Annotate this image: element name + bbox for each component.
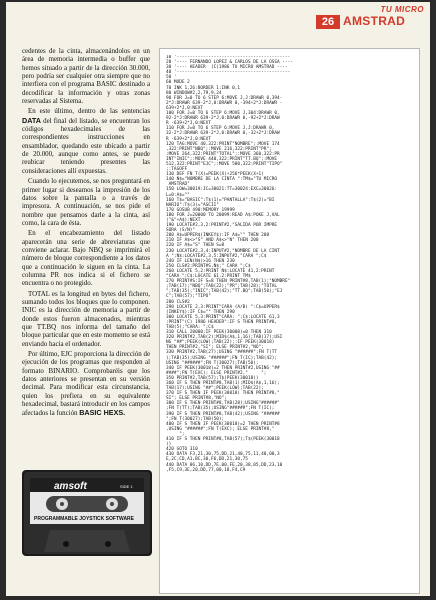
listing-line: 80 WINDOW#2,2,79,9,24 xyxy=(166,90,222,96)
listing-line: 40 '------------------------------------------- xyxy=(166,70,291,76)
article-paragraph xyxy=(22,291,150,349)
listing-line: 270 PRINT#S:IF S=8 THEN PRINT#8,TAB(1);"NOMBRE" xyxy=(166,279,291,285)
listing-line: C";TAB(57);"TIPO" xyxy=(166,294,211,300)
paragraph-text: Cuando lo ejecutemos, se nos preguntará en primer lugar si deseamos la impresión de los datos sobre la pantalla o a través de impresora. A continuación, se nos pide el nombre que pensamos darle a la cinta, así como, la cara de ésta. xyxy=(22,178,150,227)
listing-line: TAB(17);USING "##";PEEK(LOW);TAB(22); xyxy=(166,386,264,392)
listing-line: 290 LOCATE 2,3:PRINT"CARA (A/B) ":C$=UPPER$ xyxy=(166,304,280,310)
listing-line: 340 IF PEEK(30018)=2 THEN PRINT#2,USING "## xyxy=(166,365,280,371)
listing-line: INT"INIC";:MOVE 440,322:PRINT"TT.BQ";:MOVE xyxy=(166,156,278,162)
listing-line: 200 A$=UPPER$(INKEY$):IF A$="" THEN 200 xyxy=(166,233,270,239)
listing-line: 310 CALL 20000:IF PEEK(30000)=0 THEN 310 xyxy=(166,330,272,336)
listing-line: 430 DATA F3,21,30,75,DD,21,40,75,11,40,00,3 xyxy=(166,452,280,458)
program-listing xyxy=(159,48,420,594)
listing-line: "; xyxy=(166,431,185,437)
keyword-highlight: DATA xyxy=(22,115,41,125)
listing-line: ;:TAGOFF xyxy=(166,167,188,173)
article-paragraph xyxy=(22,230,150,288)
listing-line: 330 PRINT#2,TAB(27);USING "######";FN T(TT xyxy=(166,350,278,356)
listing-line: 400 IF S THEN IF PEEK(30018)=2 THEN PRINT#8 xyxy=(166,421,280,427)
listing-line: AMSTRAD" xyxy=(166,182,190,188)
article-paragraph xyxy=(22,178,150,228)
listing-line: 2*J:DRAWR 639-2*J,0:DRAWR 0,-394+2*J:DRAWR - xyxy=(166,100,283,106)
listing-line: 60 MODE 2 xyxy=(166,80,190,86)
listing-code xyxy=(166,55,413,473)
listing-line: 92-2*J:DRAWR 639-2*J,0:DRAWR 0,-92+2*J:DRAW xyxy=(166,116,280,122)
listing-line: 210 IF A$<>"S" AND A$<>"N" THEN 200 xyxy=(166,238,259,244)
listing-line: 90 FOR J=0 TO 6 STEP 6:MOVE J,J:DRAWR 0,394- xyxy=(166,95,283,101)
listing-line: ;TAB(17);"NBQ";TAB(22);"PR";TAB(28);"TOTAL xyxy=(166,284,278,290)
listing-line: ,USING "######";FN T(EXC); ELSE PRINT#8," xyxy=(166,426,275,432)
listing-line: 170 GOSUB 490:MEMORY 19999 xyxy=(166,207,235,213)
listing-line: 140 N$="NOMBRE DE LA CINTA ":TM$="TU MICRO xyxy=(166,177,278,183)
listing-line: USING "######";FN T(30027);TAB(50); xyxy=(166,360,259,366)
listing-line: 320 PRINT#2,TAB(2);MID$(A$,1,16);TAB(17);USI xyxy=(166,335,283,341)
listing-line: 220 IF A$="S" THEN S=8 xyxy=(166,243,225,249)
listing-line: 120 TAG:MOVE 40,322:PRINT"NOMBRE";:MOVE 174 xyxy=(166,141,280,147)
listing-line: TAB(5);"CARA: ";C$ xyxy=(166,324,214,330)
listing-line: ("&"+A$):NEXT xyxy=(166,218,201,223)
listing-line: THEN PRINT#2,"SI"; ELSE PRINT#2,"NO"; xyxy=(166,345,264,351)
listing-line: 300 LOCATE 5,3:PRINT"CARA: ";C$:LOCATE 61,3 xyxy=(166,314,280,320)
page-number: 26 xyxy=(316,15,340,29)
listing-line: 390 IF S THEN PRINT#8,TAB(42);USING "###### xyxy=(166,411,280,417)
listing-line: );TAB(35);USING "######";FN T(IC);TAB(42); xyxy=(166,355,278,361)
listing-line: 639+2*J,0:NEXT xyxy=(166,105,204,111)
listing-line: 280 CLS#2 xyxy=(166,299,190,305)
listing-line: 240 IF LEN(N$)>16 THEN 230 xyxy=(166,258,235,264)
listing-line: ;FN T(TT);TAB(35);USING"######";FN T(IC); xyxy=(166,406,275,412)
keyword-highlight: BASIC HEXS. xyxy=(79,408,126,418)
listing-line: "CARA ";C$:LOCATE 61,2:PRINT TM$ xyxy=(166,274,251,280)
article-paragraph xyxy=(22,351,150,419)
listing-line: 260 LOCATE 5,2:PRINT N$:LOCATE 41,2:PRINT xyxy=(166,268,275,274)
listing-line: ,F5,C9,3E,20,DD,77,00,18,F4,C9 xyxy=(166,467,246,473)
listing-line: 180 FOR J=20000 TO 20099:READ A$:POKE J,VAL xyxy=(166,212,280,218)
listing-line: R -639+2*J,0:NEXT xyxy=(166,136,211,142)
article-paragraph xyxy=(22,108,150,176)
listing-line: 100 FOR J=0 TO 6 STEP 6:MOVE J,304:DRAWR 0, xyxy=(166,111,280,117)
listing-line: 190 LOCATE#2,3,2:PRINT#2,"SALIDA POR IMPRE xyxy=(166,223,278,229)
listing-line: 70 INK 1,26:BORDER 1:INK 0,1 xyxy=(166,85,241,91)
section-kicker: TU MICRO xyxy=(380,5,424,14)
listing-line: 130 DEF FN T(X)=PEEK(X)+256*PEEK(X+1) xyxy=(166,172,264,178)
listing-line: ";TAB(35);"INIC";TAB(42);"TT.BQ";TAB(50);"EJ xyxy=(166,289,283,295)
article-text-column xyxy=(22,48,150,421)
listing-line: 512,322:PRINT"EJC";:MOVE 580,322:PRINT"TIPO" xyxy=(166,161,283,167)
listing-line: L=0:A$="" xyxy=(166,192,190,198)
cassette-label: PROGRAMMABLE JOYSTICK SOFTWARE xyxy=(34,516,135,522)
cassette-brand: amsoft xyxy=(54,481,87,492)
listing-line: SORA (S/N)" xyxy=(166,228,196,234)
cassette-illustration xyxy=(20,466,154,562)
listing-line: 440 DATA 06,10,DD,7E,00,FE,20,38,05,DD,23,10 xyxy=(166,462,283,468)
listing-line: )) xyxy=(166,442,172,448)
listing-line: 250 CLS#2:PRINT#S,N$;" CARA ";C$ xyxy=(166,263,251,269)
listing-line: R -639+2*J,0:NEXT xyxy=(166,121,211,127)
listing-line: 30 '---- HEADER (C)1986 TU MICRO AMSTRAD ---- xyxy=(166,65,288,71)
listing-line: 380 IF S THEN PRINT#8,TAB(28);USING"######" xyxy=(166,401,280,407)
paragraph-text: TOTAL es la longitud en bytes del fichero, sumando todos los bloques que lo componen. INIC es la dirección de memoria a partir de donde estos fueron almacenados, mientras que TT.BQ nos informa del tamaño del bloque particular que en este momento se está enviando hacia el ordenador. xyxy=(22,290,150,348)
paragraph-text: cedentes de la cinta, almacenándolos en un área de memoria intermedia o buffer que hemos situado a partir de la dirección 30.000, pero podría ser cualquier otra siempre que no interfiera con el programa BASIC destinado a decodificar la información y otras zonas reservadas al Sistema. xyxy=(22,48,150,106)
listing-line: 350 PRINT#2,TAB(57);T$(PEEK(30018)) xyxy=(166,375,259,381)
magazine-page xyxy=(6,2,430,596)
listing-line: E,2C,CD,A1,BC,30,F6,DD,21,30,75 xyxy=(166,457,248,463)
listing-line: 32-2*J:DRAWR 639-2*J,0:DRAWR 0,-32+2*J:DRAW xyxy=(166,131,280,137)
paragraph-text: del final del listado, se encuentran los códigos hexadecimales de las correspondientes instrucciones en ensamblador, quedando este ubicado a partir de 20.000, aunque como antes, se puede reubicar teniendo presentes las consideraciones allí expuestas. xyxy=(22,117,150,175)
listing-line: 360 IF S THEN PRINT#8,TAB(1);MID$(A$,1,16); xyxy=(166,381,280,386)
listing-line: 230 LOCATE#2,3,4:INPUT#2,"NOMBRE DE LA CINT xyxy=(166,248,280,254)
cassette-side: SIDE 1 xyxy=(120,484,133,489)
listing-line: 410 IF S THEN PRINT#8,TAB(57);T$(PEEK(30018 xyxy=(166,437,280,443)
listing-line: 10 '------------------------------------------- xyxy=(166,55,291,60)
listing-line: ####";FN T(EXC); ELSE PRINT#2," "; xyxy=(166,370,267,376)
listing-line: :MOVE 264,322:PRINT"TOTAL";:MOVE 360,322:PR xyxy=(166,151,280,157)
listing-line: 160 T$="BASIC":T$(1)="PANTALLA":T$(2)="BI xyxy=(166,197,275,203)
listing-line: (INKEY$):IF C$="" THEN 290 xyxy=(166,309,235,315)
cassette-image xyxy=(20,466,154,562)
magazine-brand: AMSTRAD xyxy=(343,14,406,28)
paragraph-text: Por último, EJC proporciona la dirección de ejecución de los programas que responden al formato BINARIO. Comprobaréis que los datos anteriores se presentan en su versión decimal. Para modificar esta circunstancia, quien los prefiera en su equivalente hexadecimal, bastará introducir en los campos afectados la función xyxy=(22,351,150,418)
listing-line: 20 '---- FERNANDO LOPEZ & CARLOS DE LA OSSA ---- xyxy=(166,60,293,66)
page-header xyxy=(6,2,430,42)
listing-line: ";FN T(30027);TAB(50); xyxy=(166,416,225,422)
listing-line: 420 GOTO 310 xyxy=(166,447,198,453)
listing-line: 50 ' xyxy=(166,75,177,81)
article-paragraph xyxy=(22,48,150,106)
listing-line: 150 LOW=30019:IC=30021:TT=30024:EXC=30026: xyxy=(166,187,278,193)
listing-line: 370 IF S THEN IF PEEK(30018) THEN PRINT#8," xyxy=(166,391,280,397)
paragraph-text: En el encabezamiento del listado aparecerán una serie de abreviaturas que conviene aclarar. Bajo NBQ se imprimirá el número de bloque correspondiente a los datos que a continuación le siguen en la cinta. La columna PR nos indica si el fichero se encuentra o no protegido. xyxy=(22,230,150,288)
listing-line: 110 FOR J=0 TO 6 STEP 6:MOVE J,J:DRAWR 0, xyxy=(166,126,275,132)
listing-line: ,322:PRINT"NBQ";:MOVE 216,322:PRINT"PR"; xyxy=(166,146,272,152)
listing-line: :PRINT"(C) 1986 HEADER":IF S THEN PRINT#8, xyxy=(166,319,278,325)
listing-line: NG "##";PEEK(LOW);TAB(22);:IF PEEK(30018) xyxy=(166,340,275,346)
listing-line: SI"; ELSE PRINT#8,"NO"; xyxy=(166,396,227,402)
listing-line: NARIO":T$(3)="ASCII" xyxy=(166,202,219,208)
paragraph-text: En este último, dentro de las sentencias xyxy=(28,108,150,116)
listing-line: A ";N$:LOCATE#2,3,5:INPUT#2,"CARA ";C$ xyxy=(166,253,267,259)
